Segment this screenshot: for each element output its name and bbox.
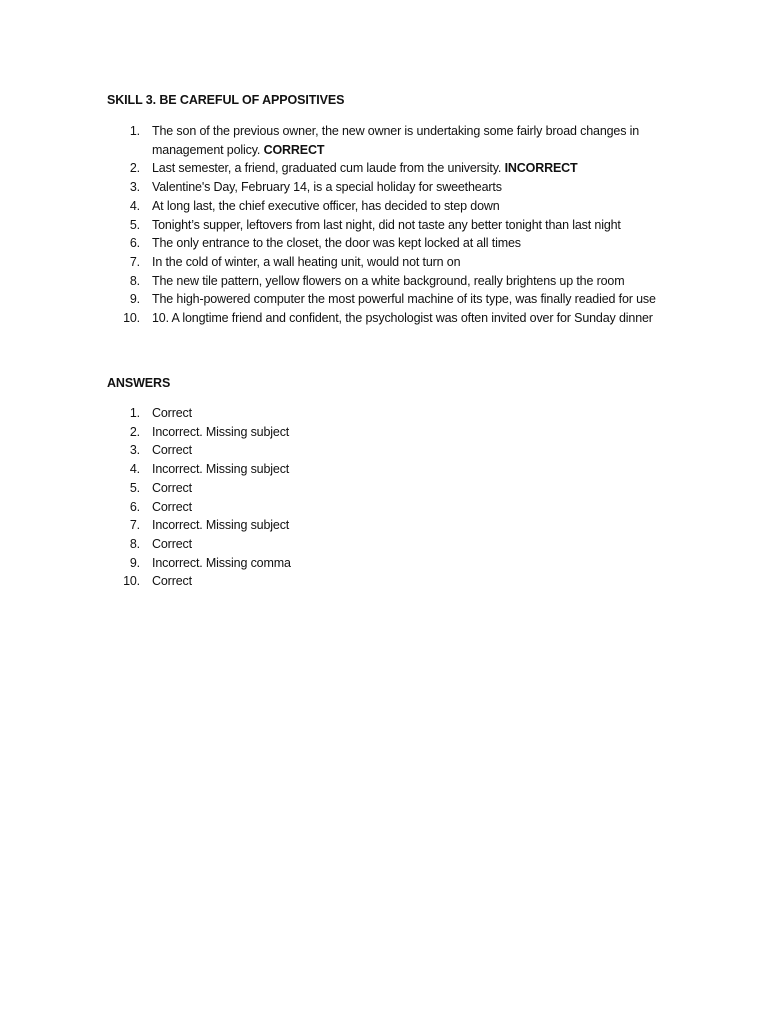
question-text: In the cold of winter, a wall heating unit, would not turn on	[152, 254, 461, 269]
item-number: 1.	[129, 124, 140, 138]
answer-item	[0, 404, 668, 423]
question-item	[0, 178, 668, 197]
question-text: Tonight’s supper, leftovers from last night, did not taste any better tonight than last night	[152, 217, 621, 232]
question-text: 10. A longtime friend and confident, the psychologist was often invited over for Sunday dinner	[152, 311, 653, 326]
item-number: 3.	[129, 180, 140, 195]
answer-item	[0, 516, 668, 535]
answer-item	[0, 498, 668, 517]
answer-text: Correct	[152, 443, 192, 458]
answer-text: Correct	[152, 406, 192, 420]
verdict-label: CORRECT	[263, 142, 325, 157]
item-number: 2.	[129, 424, 140, 439]
item-text	[152, 178, 668, 197]
question-text: The son of the previous owner, the new owner is undertaking some fairly broad changes in management policy.	[152, 124, 640, 157]
answer-item	[0, 460, 668, 479]
answer-text: Incorrect. Missing comma	[152, 555, 291, 570]
answer-list	[0, 404, 668, 591]
item-number: 7.	[129, 518, 140, 533]
question-item	[0, 272, 668, 291]
item-number: 5.	[129, 480, 140, 495]
question-item	[0, 216, 668, 235]
answer-text: Incorrect. Missing subject	[152, 462, 290, 477]
item-number: 3.	[129, 443, 140, 458]
item-number: 9.	[129, 292, 140, 307]
question-text: The only entrance to the closet, the door was kept locked at all times	[152, 236, 521, 251]
question-item	[0, 253, 668, 272]
section-heading: SKILL 3. BE CAREFUL OF APPOSITIVES	[107, 93, 345, 107]
item-number: 5.	[129, 217, 140, 232]
item-number: 8.	[129, 273, 140, 288]
item-number: 1.	[129, 406, 140, 420]
question-text: The new tile pattern, yellow flowers on a white background, really brightens up the room	[152, 273, 625, 288]
question-item	[0, 122, 668, 159]
item-text	[152, 290, 668, 309]
item-text	[152, 159, 668, 178]
question-item	[0, 197, 668, 216]
verdict-label: INCORRECT	[504, 161, 578, 176]
answer-item	[0, 479, 668, 498]
question-item	[0, 234, 668, 253]
answer-item	[0, 554, 668, 573]
item-number: 10.	[123, 311, 140, 326]
question-item	[0, 309, 668, 328]
answer-text: Correct	[152, 574, 192, 589]
question-text: Valentine's Day, February 14, is a special holiday for sweethearts	[152, 180, 502, 195]
question-text: Last semester, a friend, graduated cum laude from the university.	[152, 161, 505, 176]
question-text: The high-powered computer the most powerful machine of its type, was finally readied for use	[152, 292, 656, 307]
item-number: 7.	[129, 254, 140, 269]
answers-heading: ANSWERS	[107, 376, 171, 390]
item-text	[152, 234, 668, 253]
question-item	[0, 290, 668, 309]
question-text: At long last, the chief executive officer, has decided to step down	[152, 198, 500, 213]
answer-text: Correct	[152, 499, 192, 514]
question-list	[0, 122, 668, 328]
item-text	[152, 272, 668, 291]
item-number: 4.	[129, 198, 140, 213]
answer-text: Correct	[152, 480, 192, 495]
item-number: 10.	[123, 574, 140, 589]
item-text	[152, 309, 668, 328]
item-text	[152, 216, 668, 235]
answer-item	[0, 441, 668, 460]
item-number: 8.	[129, 536, 140, 551]
item-text	[152, 122, 668, 159]
answer-text: Incorrect. Missing subject	[152, 518, 290, 533]
item-number: 6.	[129, 499, 140, 514]
answer-item	[0, 535, 668, 554]
item-number: 4.	[129, 462, 140, 477]
answer-text: Incorrect. Missing subject	[152, 424, 290, 439]
answer-item	[0, 423, 668, 442]
answer-text: Correct	[152, 536, 192, 551]
item-text	[152, 197, 668, 216]
item-number: 6.	[129, 236, 140, 251]
item-text	[152, 253, 668, 272]
answer-item	[0, 572, 668, 591]
item-number: 2.	[129, 161, 140, 176]
question-item	[0, 159, 668, 178]
item-number: 9.	[129, 555, 140, 570]
